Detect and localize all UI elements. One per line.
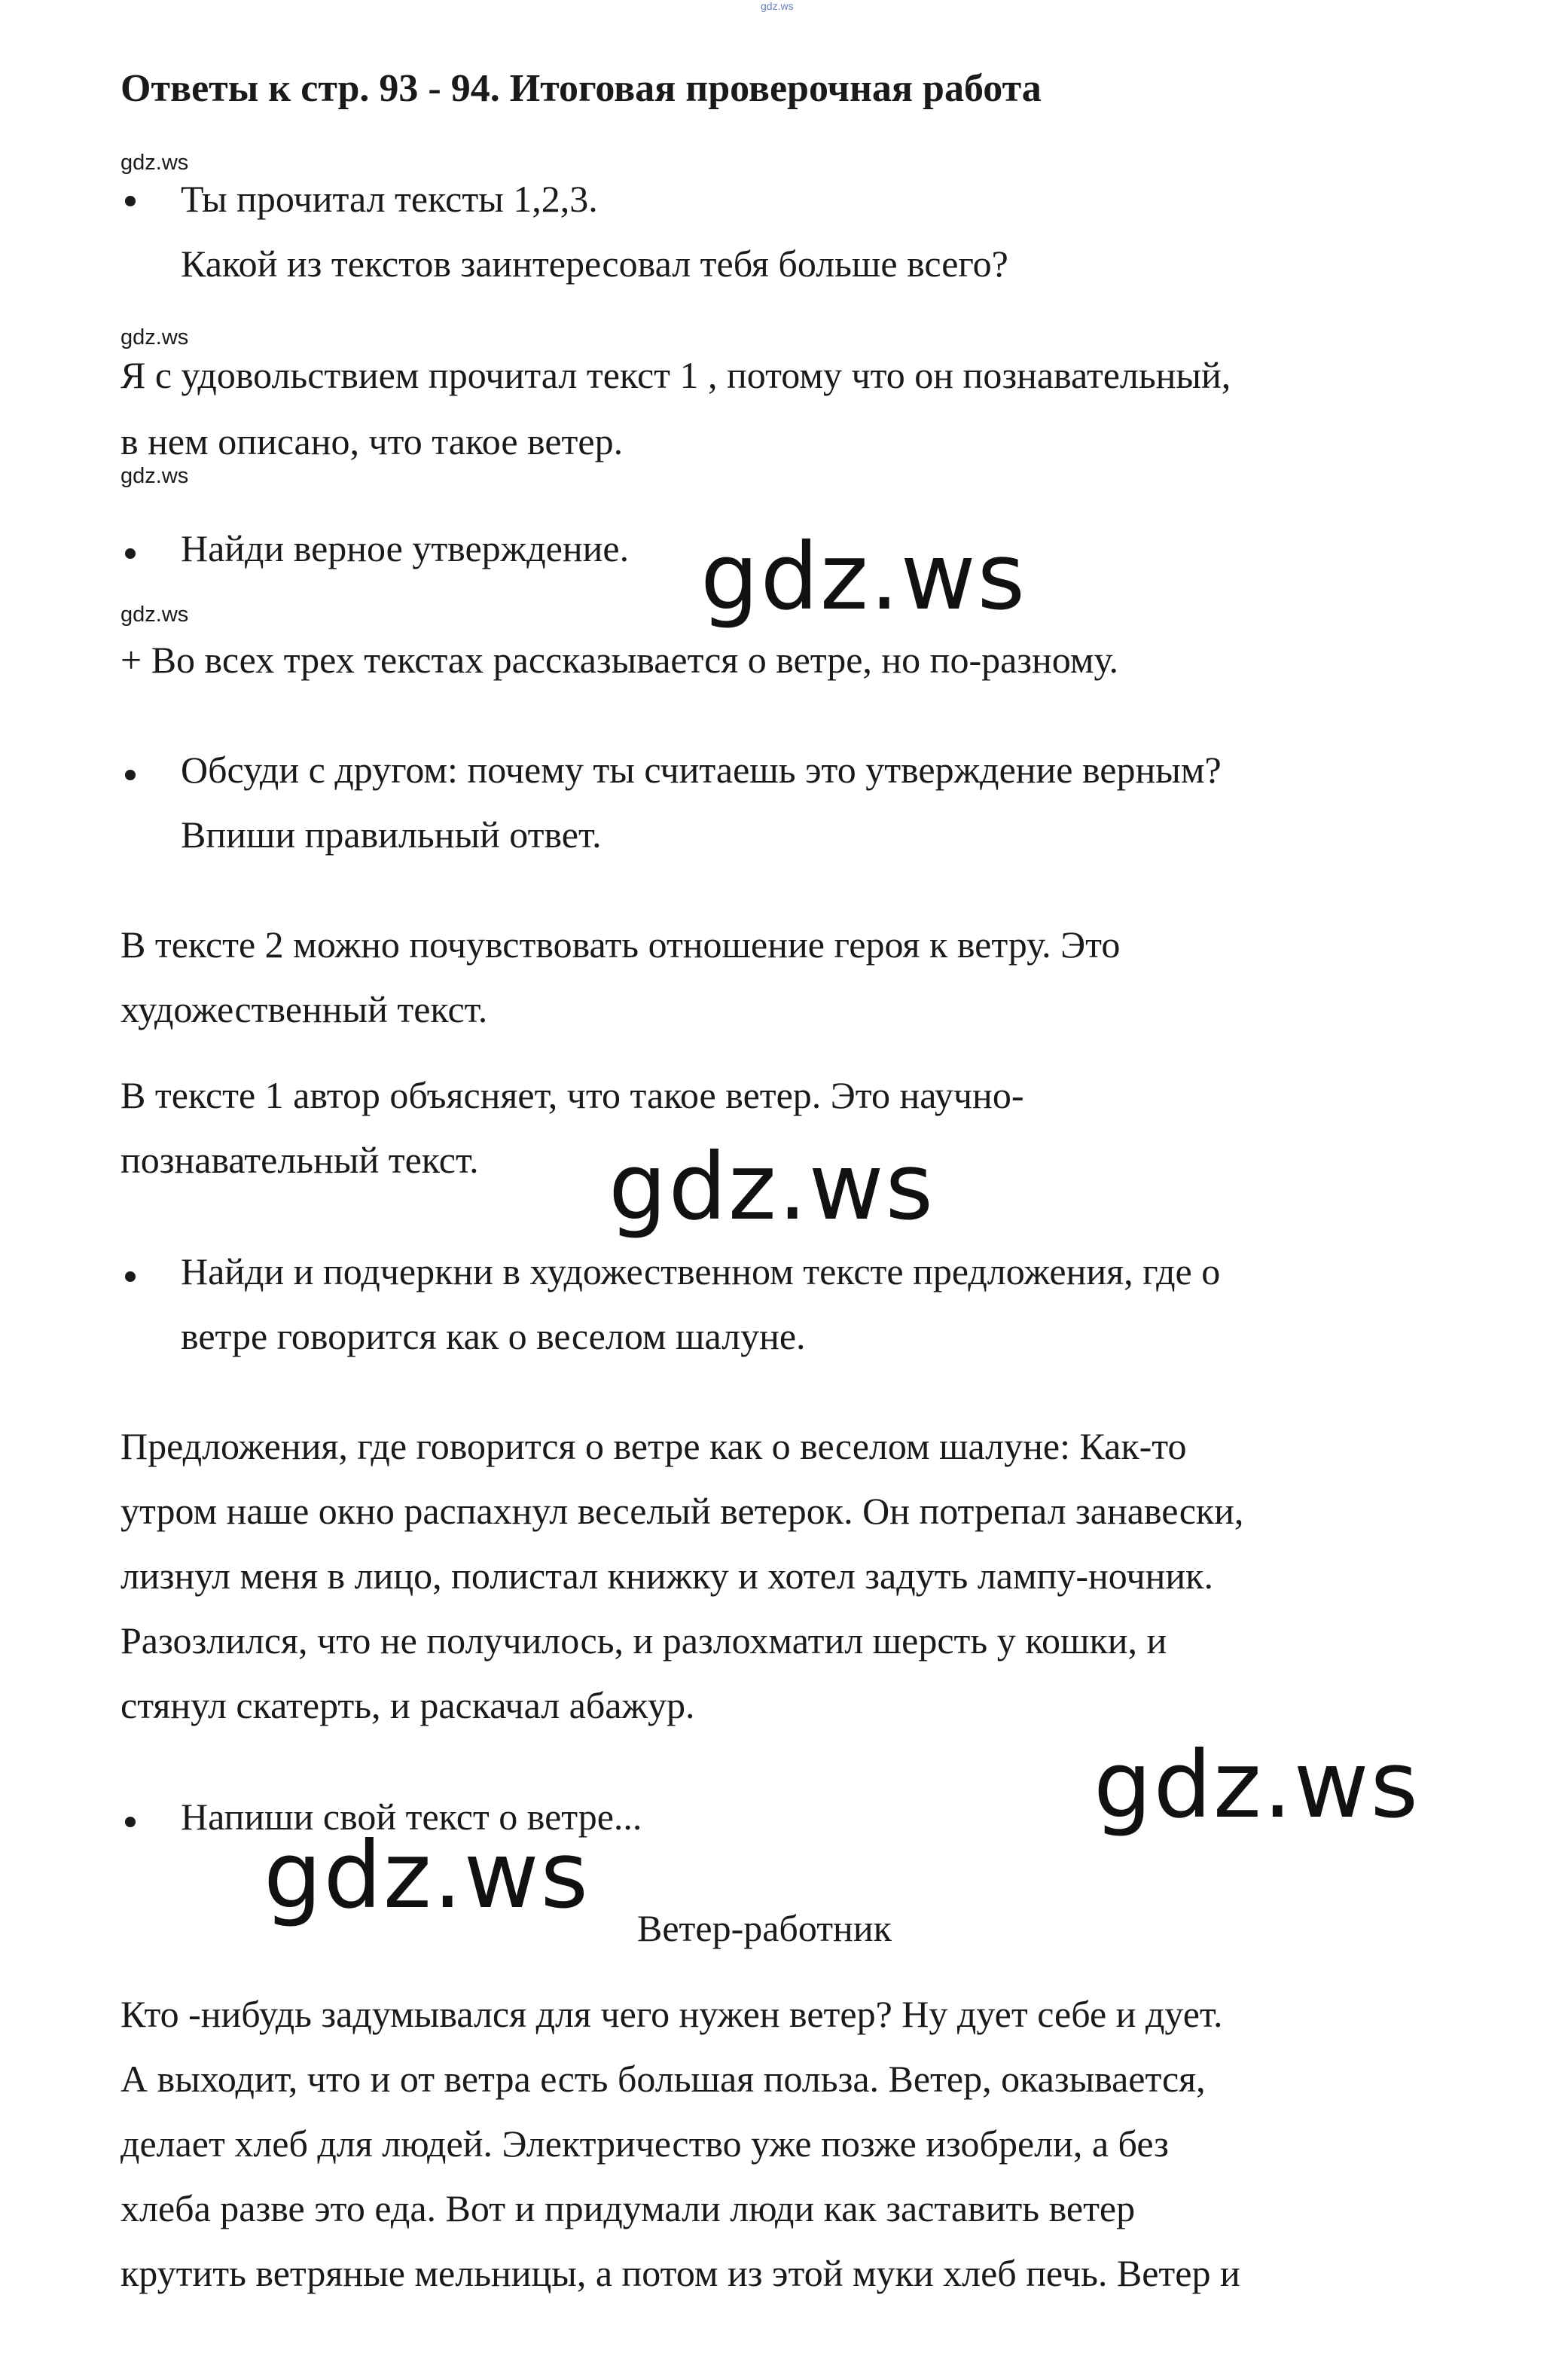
small-watermark: gdz.ws	[120, 151, 189, 175]
bullet-icon	[125, 196, 136, 206]
answer-1-line-2: в нем описано, что такое ветер.	[120, 420, 624, 462]
answer-4-line-5: стянул скатерть, и раскачал абажур.	[120, 1684, 695, 1726]
answer-3b-line-2: познавательный текст.	[120, 1139, 479, 1181]
small-watermark: gdz.ws	[120, 464, 189, 488]
answer-3a-line-1: В тексте 2 можно почувствовать отношение героя к ветру. Это	[120, 923, 1121, 966]
answer-4-line-1: Предложения, где говорится о ветре как о веселом шалуне: Как-то	[120, 1425, 1187, 1467]
question-4-line-2: ветре говорится как о веселом шалуне.	[181, 1315, 806, 1357]
bullet-icon	[125, 1817, 136, 1827]
large-watermark: gdz.ws	[700, 523, 1027, 630]
question-3-line-1: Обсуди с другом: почему ты считаешь это утверждение верным?	[181, 749, 1222, 791]
question-3-line-2: Впиши правильный ответ.	[181, 813, 602, 856]
answer-4-line-3: лизнул меня в лицо, полистал книжку и хотел задуть лампу-ночник.	[120, 1555, 1213, 1597]
large-watermark: gdz.ws	[264, 1822, 590, 1929]
story-title: Ветер-работник	[637, 1907, 892, 1949]
story-line-4: хлеба разве это еда. Вот и придумали люди как заставить ветер	[120, 2187, 1136, 2229]
question-1-line-1: Ты прочитал тексты 1,2,3.	[181, 178, 598, 220]
bullet-icon	[125, 770, 136, 780]
bullet-icon	[125, 548, 136, 559]
top-watermark: gdz.ws	[761, 0, 794, 12]
large-watermark: gdz.ws	[1094, 1732, 1420, 1839]
question-4-line-1: Найди и подчеркни в художественном тексте предложения, где о	[181, 1250, 1221, 1292]
answer-4-line-2: утром наше окно распахнул веселый ветерок. Он потрепал занавески,	[120, 1490, 1244, 1532]
question-2: Найди верное утверждение.	[181, 527, 630, 569]
small-watermark: gdz.ws	[120, 603, 189, 627]
story-line-1: Кто -нибудь задумывался для чего нужен ветер? Ну дует себе и дует.	[120, 1993, 1223, 2035]
answer-3b-line-1: В тексте 1 автор объясняет, что такое ветер. Это научно-	[120, 1074, 1024, 1116]
large-watermark: gdz.ws	[609, 1134, 935, 1240]
story-line-5: крутить ветряные мельницы, а потом из этой муки хлеб печь. Ветер и	[120, 2252, 1240, 2294]
answer-4-line-4: Разозлился, что не получилось, и разлохматил шерсть у кошки, и	[120, 1619, 1167, 1662]
bullet-icon	[125, 1271, 136, 1282]
small-watermark: gdz.ws	[120, 325, 189, 349]
answer-1-line-1: Я с удовольствием прочитал текст 1 , потому что он познавательный,	[120, 354, 1231, 396]
page-title: Ответы к стр. 93 - 94. Итоговая проверочная работа	[120, 67, 1042, 110]
story-line-2: А выходит, что и от ветра есть большая польза. Ветер, оказывается,	[120, 2058, 1206, 2100]
question-5: Напиши свой текст о ветре...	[181, 1796, 642, 1838]
story-line-3: делает хлеб для людей. Электричество уже позже изобрели, а без	[120, 2122, 1169, 2165]
answer-3a-line-2: художественный текст.	[120, 988, 488, 1030]
question-1-line-2: Какой из текстов заинтересовал тебя больше всего?	[181, 243, 1008, 285]
answer-2: + Во всех трех текстах рассказывается о ветре, но по-разному.	[120, 639, 1118, 681]
